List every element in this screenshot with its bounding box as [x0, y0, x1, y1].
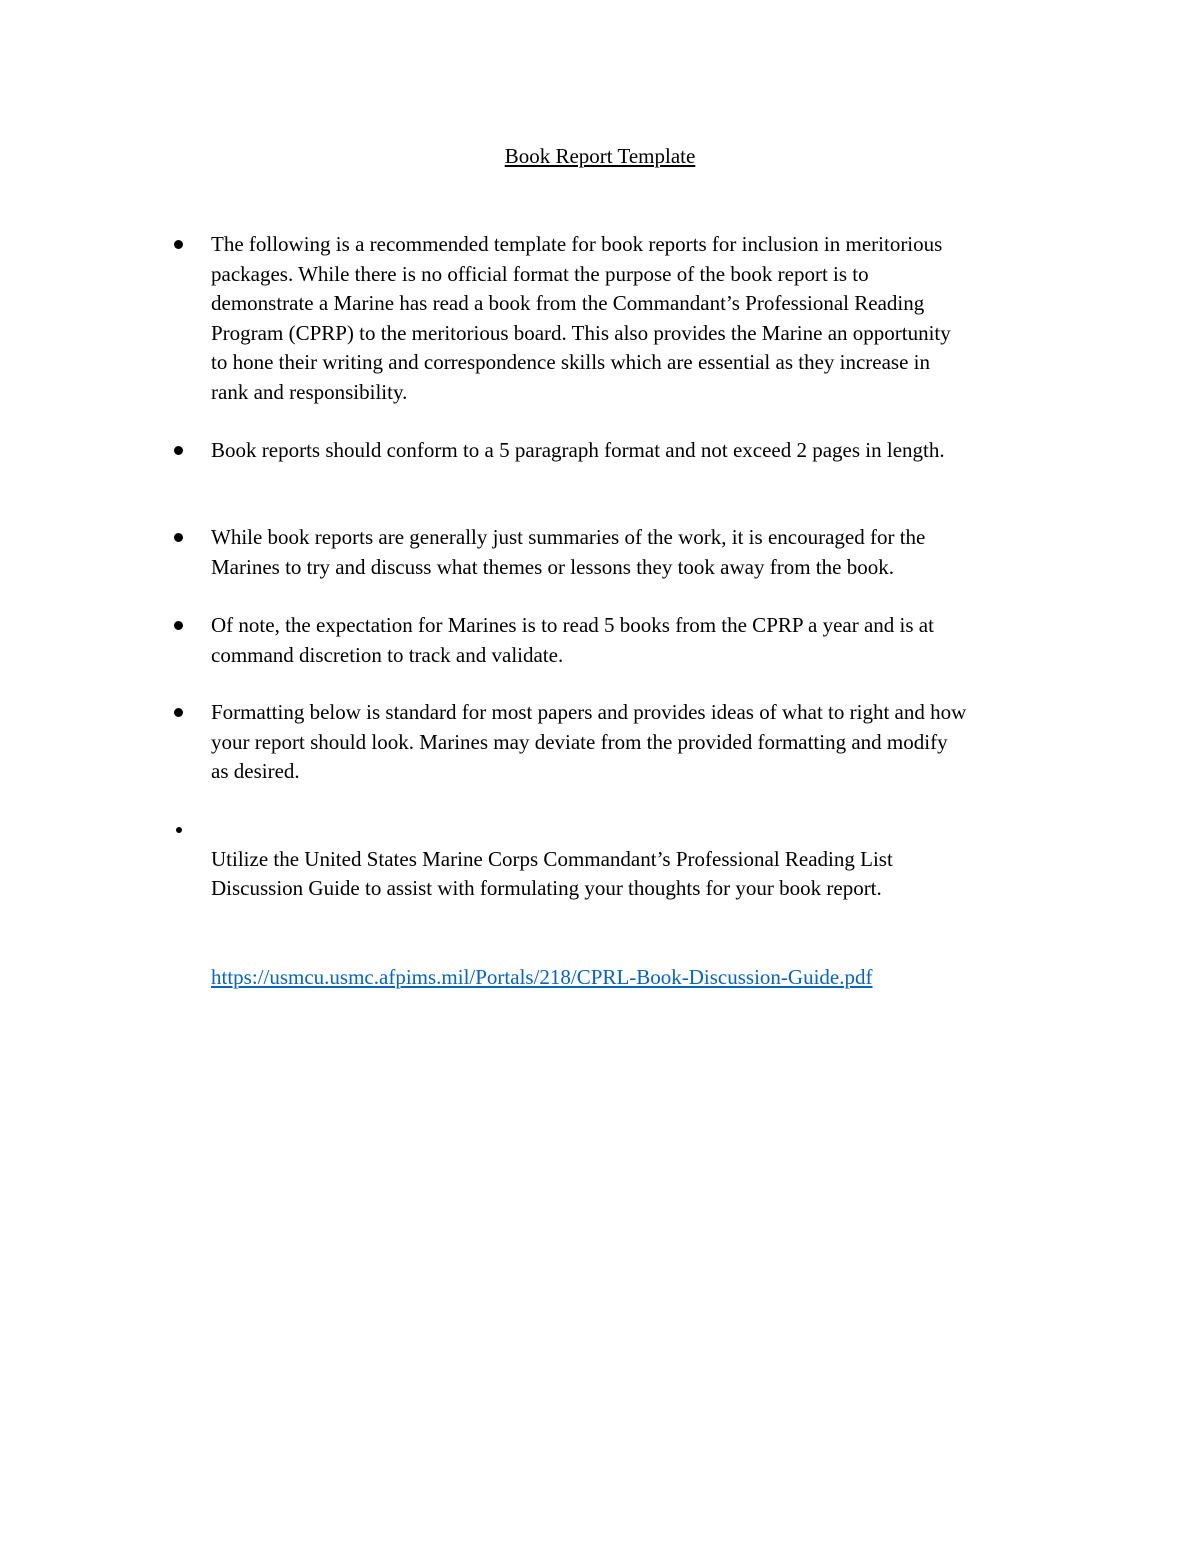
bullet-icon [174, 533, 183, 542]
bullet-text: The following is a recommended template for book reports for inclusion in meritorious packages. While there is no official format the purpose of the book report is to demonstrate a Marine has read a book from the Commandant’s Professional Reading Program (CPRP) to the meritorious board. This also provides the Marine an opportunity to hone their writing and correspondence skills which are essential as they increase in rank and responsibility. [211, 232, 951, 404]
bullet-text [211, 815, 1061, 992]
bullet-icon [174, 446, 183, 455]
bullet-icon [174, 621, 183, 630]
bullet-text: Formatting below is standard for most papers and provides ideas of what to right and how your report should look. Marines may deviate from the provided formatting and modify as desired. [211, 700, 967, 783]
bullet-icon [176, 827, 182, 833]
bullet-icon [174, 708, 183, 717]
bullet-icon [174, 240, 183, 249]
discussion-guide-link[interactable]: https://usmcu.usmc.afpims.mil/Portals/218/CPRL-Book-Discussion-Guide.pdf [211, 964, 873, 989]
bullet-text: Of note, the expectation for Marines is to read 5 books from the CPRP a year and is at command discretion to track and validate. [211, 613, 934, 667]
document-title: Book Report Template [504, 144, 696, 168]
bullet-body: Utilize the United States Marine Corps Commandant’s Professional Reading List Discussion Guide to assist with formulating your thoughts for your book report. [211, 846, 893, 900]
bullet-text: While book reports are generally just summaries of the work, it is encouraged for the Marines to try and discuss what themes or lessons they took away from the book. [211, 525, 926, 579]
bullet-text: Book reports should conform to a 5 paragraph format and not exceed 2 pages in length. [211, 438, 945, 462]
